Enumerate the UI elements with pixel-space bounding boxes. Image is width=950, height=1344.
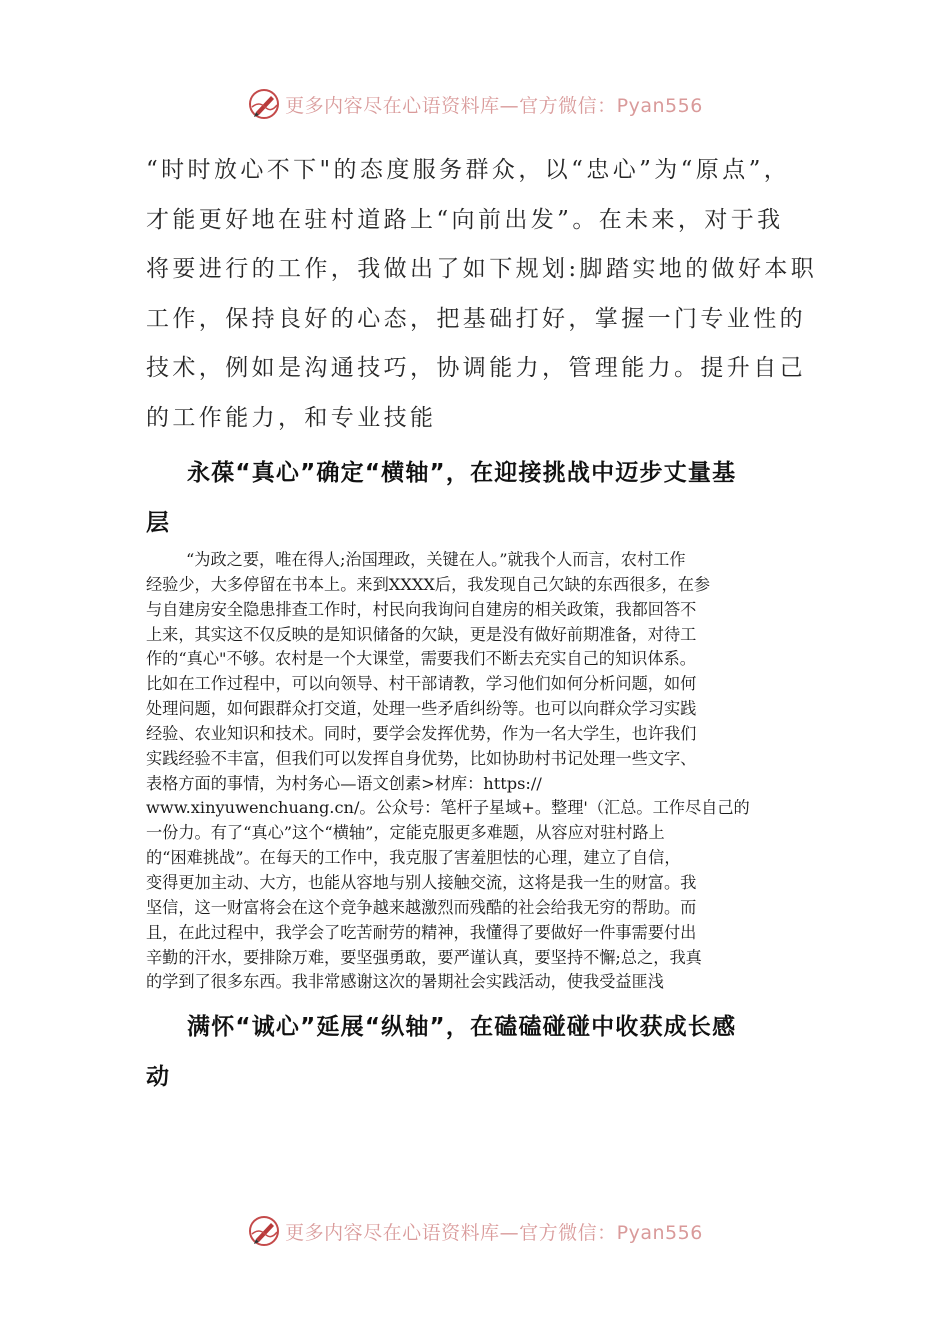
- section-heading-1-line1: 永葆“真心”确定“横轴”，在迎接挑战中迈步丈量基: [187, 460, 737, 486]
- body-line: 实践经验不丰富，但我们可以发挥自身优势，比如协助村书记处理一些文字、: [146, 748, 697, 768]
- body-line: 坚信，这一财富将会在这个竞争越来越激烈而残酷的社会给我无穷的帮助。而: [146, 897, 697, 917]
- body-line: 上来，其实这不仅反映的是知识储备的欠缺，更是没有做好前期准备，对待工: [146, 624, 697, 644]
- section-heading-2-line1: 满怀“诚心”延展“纵轴”，在磕磕碰碰中收获成长感: [187, 1014, 737, 1040]
- lead-line: 的工作能力，和专业技能: [146, 404, 437, 431]
- banner-text: 更多内容尽在心语资料库—官方微信：Pyan556: [285, 94, 703, 117]
- section-heading-1-line2: 层: [146, 510, 171, 536]
- lead-line: 技术，例如是沟通技巧，协调能力，管理能力。提升自己: [146, 355, 806, 382]
- body-line: 作的“真心"不够。农村是一个大课堂，需要我们不断去充实自己的知识体系。: [146, 649, 696, 669]
- pen-logo-icon: [247, 87, 281, 121]
- lead-line: 将要进行的工作，我做出了如下规划:脚踏实地的做好本职: [146, 256, 818, 283]
- body-line: 且，在此过程中，我学会了吃苦耐劳的精神，我懂得了要做好一件事需要付出: [146, 922, 697, 942]
- banner-text: 更多内容尽在心语资料库—官方微信：Pyan556: [285, 1221, 703, 1244]
- body-line: 处理问题，如何跟群众打交道，处理一些矛盾纠纷等。也可以向群众学习实践: [146, 699, 697, 719]
- section-heading-1: [146, 448, 826, 548]
- body-line: 变得更加主动、大方，也能从容地与别人接触交流，这将是我一生的财富。我: [146, 872, 697, 892]
- body-line: 表格方面的事情，为村务心—语文创素>材库：https://: [146, 773, 542, 793]
- body-line: 比如在工作过程中，可以向领导、村干部请教，学习他们如何分析问题，如何: [146, 674, 697, 694]
- section-1-body: [146, 548, 806, 995]
- section-heading-2-line2: 动: [146, 1064, 171, 1090]
- lead-line: 工作，保持良好的心态，把基础打好，掌握一门专业性的: [146, 305, 806, 332]
- body-line: 经验少，大多停留在书本上。来到XXXX后，我发现自己欠缺的东西很多，在参: [146, 574, 711, 594]
- lead-line: “时时放心不下"的态度服务群众，以“忠心”为“原点”，: [146, 157, 791, 183]
- lead-paragraph: [146, 146, 826, 444]
- body-line: 经验、农业知识和技术。同时，要学会发挥优势，作为一名大学生，也许我们: [146, 723, 697, 743]
- footer-banner: [0, 1211, 950, 1251]
- lead-line: 才能更好地在驻村道路上“向前出发”。在未来，对于我: [146, 206, 784, 233]
- body-line: www.xinyuwenchuang.cn/。公众号：笔杆子星域+。整理'（汇总。工作尽自己的: [146, 798, 750, 818]
- body-line: 的“困难挑战”。在每天的工作中，我克服了害羞胆怯的心理，建立了自信，: [146, 848, 681, 868]
- pen-logo-icon: [247, 1214, 281, 1248]
- section-heading-2: [146, 1002, 826, 1102]
- body-line: “为政之要，唯在得人;治国理政，关键在人。”就我个人而言，农村工作: [186, 550, 686, 569]
- body-line: 与自建房安全隐患排查工作时，村民向我询问自建房的相关政策，我都回答不: [146, 599, 697, 619]
- header-banner: [0, 84, 950, 124]
- body-line: 辛勤的汗水，要排除万难，要坚强勇敢，要严谨认真，要坚持不懈;总之，我真: [146, 947, 702, 967]
- body-line: 的学到了很多东西。我非常感谢这次的暑期社会实践活动，使我受益匪浅: [146, 972, 664, 992]
- body-line: 一份力。有了“真心”这个“横轴”，定能克服更多难题，从容应对驻村路上: [146, 823, 665, 843]
